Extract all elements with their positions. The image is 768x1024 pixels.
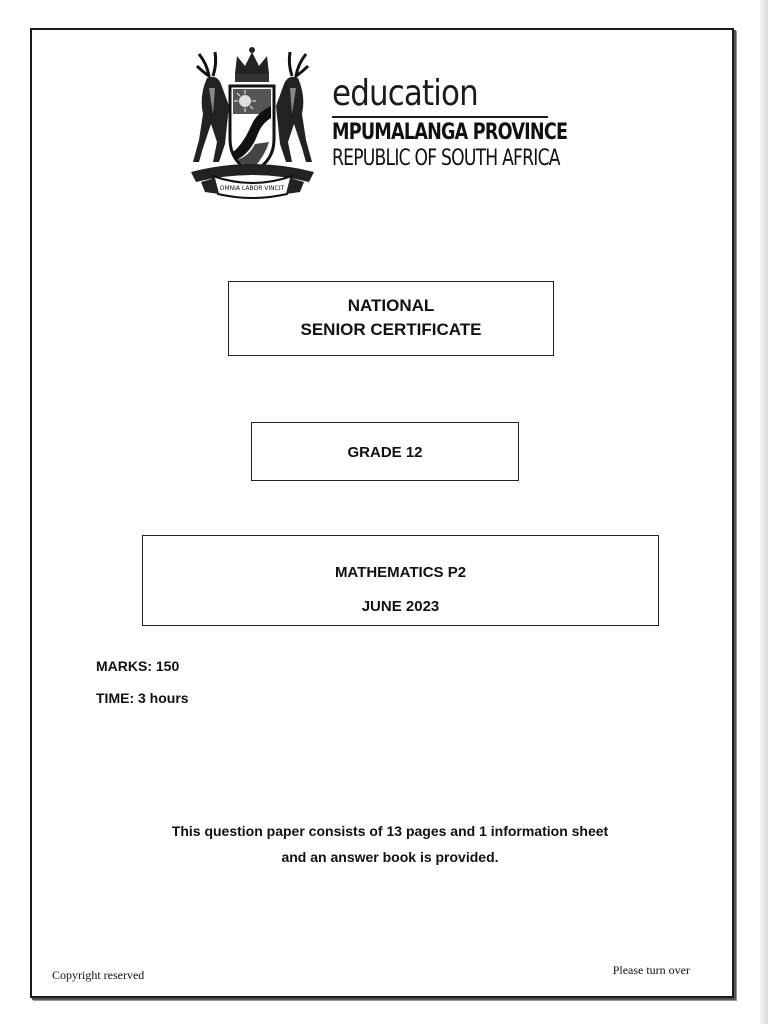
exam-session: JUNE 2023 bbox=[361, 598, 440, 615]
grade-box bbox=[251, 422, 519, 481]
notice-line-2: and an answer book is provided. bbox=[281, 849, 499, 865]
turn-over-notice: Please turn over bbox=[612, 963, 690, 977]
certificate-line-1: NATIONAL bbox=[347, 296, 435, 315]
department-name: education bbox=[332, 73, 478, 114]
province-name: MPUMALANGA PROVINCE bbox=[332, 120, 568, 145]
motto-text: OMNIA LABOR VINCIT bbox=[219, 185, 285, 192]
country-name: REPUBLIC OF SOUTH AFRICA bbox=[332, 146, 560, 171]
paper-notice bbox=[110, 818, 670, 870]
brand-divider bbox=[332, 116, 548, 118]
certificate-title-box bbox=[228, 281, 554, 356]
paper-edge bbox=[760, 0, 768, 1024]
time-label: TIME: 3 hours bbox=[96, 690, 189, 706]
grade-label: GRADE 12 bbox=[347, 444, 423, 461]
notice-line-1: This question paper consists of 13 pages and 1 information sheet bbox=[171, 823, 609, 839]
subject-box bbox=[142, 535, 659, 626]
marks-label: MARKS: 150 bbox=[96, 658, 180, 674]
certificate-line-2: SENIOR CERTIFICATE bbox=[300, 320, 482, 339]
department-brand bbox=[332, 74, 572, 172]
copyright-notice: Copyright reserved bbox=[52, 968, 145, 982]
subject-name: MATHEMATICS P2 bbox=[334, 564, 467, 581]
coat-of-arms-icon bbox=[185, 44, 320, 199]
